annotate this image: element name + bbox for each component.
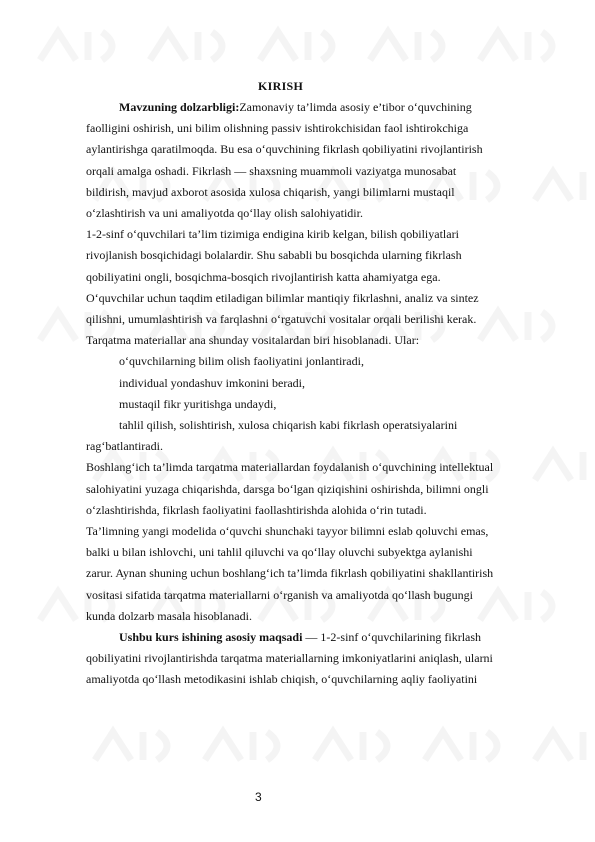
text-line — [86, 651, 493, 665]
watermark-mark — [150, 32, 222, 60]
text-line-content: rivojlanish bosqichidagi bolalardir. Shu sababli bu bosqichda ularning fikrlash — [86, 248, 462, 263]
text-line-content: faolligini oshirish, uni bilim olishning passiv ishtirokchisidan faol ishtirokchiga — [86, 121, 469, 136]
text-line-content: tahlil qilish, solishtirish, xulosa chiqarish kabi fikrlash operatsiyalarini — [119, 418, 458, 432]
text-line-content: Ta’limning yangi modelida o‘quvchi shunchaki tayyor bilimni eslab qoluvchi emas, — [86, 524, 489, 538]
text-line-content: O‘quvchilar uchun taqdim etiladigan bilimlar mantiqiy fikrlashni, analiz va sintez — [86, 290, 479, 305]
watermark-mark — [260, 32, 332, 60]
text-line — [119, 376, 305, 390]
text-line — [86, 227, 459, 241]
text-line-content: individual yondashuv imkonini beradi, — [119, 375, 305, 390]
text-line — [86, 566, 493, 580]
text-line-content: qobiliyatini ongli, bosqichma-bosqich rivojlantirish katta ahamiyatga ega. — [86, 269, 441, 284]
text-line — [119, 354, 364, 368]
watermark-mark — [95, 732, 167, 760]
watermark-mark — [535, 732, 595, 760]
text-line-content: o‘zlashtirishda, fikrlash faoliyatini faollashtirishda alohida o‘rin tutadi. — [86, 502, 427, 517]
text-line-content: qilishni, umumlashtirish va farqlashni o‘rgatuvchi vositalar orqali berilishi kerak. — [86, 312, 477, 326]
text-line — [119, 100, 472, 114]
text-line — [119, 418, 457, 432]
text-line-content: 1-2-sinf o‘quvchilari ta’lim tizimiga endigina kirib kelgan, bilish qobiliyatlari — [86, 227, 459, 242]
text-line-content: Zamonaviy ta’limda asosiy e’tibor o‘quvchining — [239, 100, 472, 114]
text-line — [86, 460, 493, 474]
text-line-content: o‘zlashtirish va uni amaliyotda qo‘llay olish salohiyatidir. — [86, 206, 363, 220]
watermark-mark — [480, 312, 552, 340]
text-line — [86, 672, 477, 686]
bold-heading-phrase: Ushbu kurs ishining asosiy maqsadi — [119, 630, 303, 644]
text-line-content: Boshlang‘ich ta’limda tarqatma materiallardan foydalanish o‘quvchining intellektual — [86, 460, 494, 475]
text-line-content: amaliyotda qo‘llash metodikasini ishlab chiqish, o‘quvchilarning aqliy faoliyatini — [86, 672, 478, 687]
text-line-content: rag‘batlantiradi. — [86, 439, 163, 454]
text-line-content: — 1-2-sinf o‘quvchilarining fikrlash — [302, 630, 482, 644]
text-line-content: aylantirishga qaratilmoqda. Bu esa o‘quvchining fikrlash qobiliyatini rivojlantirish — [86, 142, 483, 157]
text-line — [119, 397, 276, 411]
watermark-mark — [40, 32, 112, 60]
text-line-content: zarur. Aynan shuning uchun boshlang‘ich ta’limda fikrlash qobiliyatini shakllantirish — [86, 566, 494, 581]
text-line — [86, 270, 441, 284]
watermark-mark — [480, 592, 552, 620]
text-line — [86, 503, 427, 517]
text-line-content: o‘quvchilarning bilim olish faoliyatini jonlantiradi, — [119, 354, 364, 369]
text-line-content: mustaqil fikr yuritishga undaydi, — [119, 396, 277, 411]
watermark-mark — [425, 732, 497, 760]
text-line — [86, 333, 419, 347]
text-line-content: orqali amalga oshadi. Fikrlash — shaxsning muammoli vaziyatga munosabat — [86, 163, 457, 178]
text-line — [86, 312, 476, 326]
text-line — [86, 164, 456, 178]
bold-heading-phrase: Mavzuning dolzarbligi: — [119, 100, 240, 114]
text-line — [119, 630, 481, 644]
text-line — [86, 206, 363, 220]
page-number: 3 — [255, 790, 262, 804]
watermark-mark — [535, 172, 595, 200]
text-line-content: bildirish, mavjud axborot asosida xulosa chiqarish, yangi bilimlarni mustaqil — [86, 184, 455, 199]
text-line — [86, 609, 252, 623]
text-line — [86, 545, 473, 559]
text-line — [86, 121, 468, 135]
watermark-mark — [205, 732, 277, 760]
page-title: KIRISH — [258, 79, 304, 93]
text-line — [86, 482, 489, 496]
text-line-content: vositasi sifatida tarqatma materiallarni o‘rganish va amaliyotda qo‘llash bugungi — [86, 587, 474, 602]
watermark-mark — [370, 32, 442, 60]
text-line — [86, 439, 163, 453]
text-line-content: kunda dolzarb masala hisoblanadi. — [86, 608, 252, 623]
text-line — [86, 142, 483, 156]
watermark-mark — [315, 732, 387, 760]
text-line — [86, 248, 462, 262]
text-line-content: Tarqatma materiallar ana shunday vositalardan biri hisoblanadi. Ular: — [86, 333, 420, 348]
text-line-content: salohiyatini yuzaga chiqarishda, darsga bo‘lgan qiziqishini oshirishda, bilimni ongli — [86, 481, 489, 496]
watermark-mark — [535, 452, 595, 480]
text-line-content: qobiliyatini rivojlantirishda tarqatma materiallarning imkoniyatlarini aniqlash, ularni — [86, 651, 493, 666]
text-line — [86, 291, 479, 305]
text-line-content: balki u bilan ishlovchi, uni tahlil qiluvchi va qo‘llay oluvchi subyektga aylanishi — [86, 545, 473, 560]
text-line — [86, 524, 488, 538]
text-line — [86, 588, 473, 602]
text-line — [86, 185, 455, 199]
watermark-mark — [480, 32, 552, 60]
